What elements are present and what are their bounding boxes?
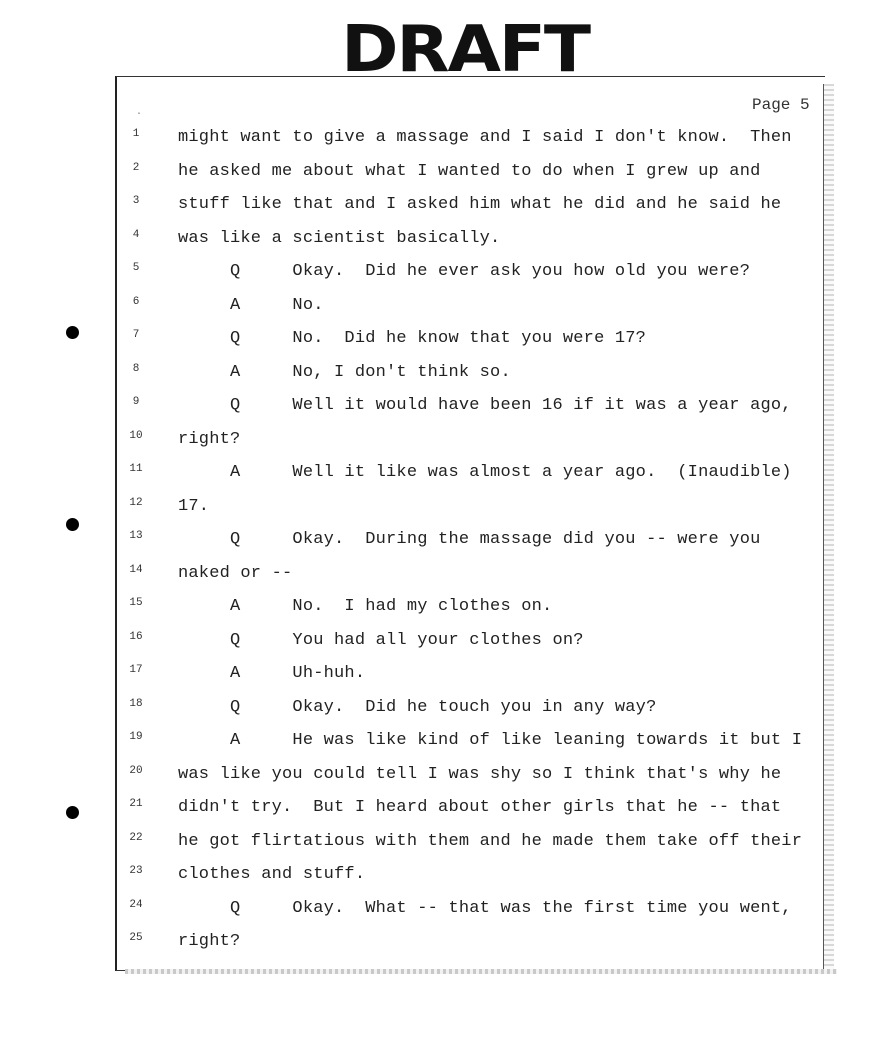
transcript-line [120,128,820,161]
transcript-line [120,296,820,329]
line-text: right? [178,932,241,951]
binder-hole-2 [66,518,79,531]
transcript-line [120,329,820,362]
page-edge-shadow [823,84,834,974]
line-text: Q Okay. During the massage did you -- were you [178,530,761,549]
page-bottom-shadow [125,969,837,974]
transcript-line [120,430,820,463]
binder-hole-3 [66,806,79,819]
line-text: naked or -- [178,563,293,583]
transcript-line [120,698,820,731]
binder-hole-1 [66,326,79,339]
transcript-line [120,932,820,965]
transcript-line [120,463,820,496]
line-text: was like you could tell I was shy so I think that's why he [178,764,782,784]
draft-stamp: DRAFT [341,13,589,87]
line-number: 25 [129,932,143,944]
line-text: Q Well it would have been 16 if it was a year ago, [178,396,792,415]
line-text: didn't try. But I heard about other girls that he -- that [178,798,782,817]
line-text: A Uh-huh. [178,664,366,683]
line-number: 9 [132,396,140,408]
transcript-line [120,564,820,597]
line-text: Q Okay. Did he touch you in any way? [178,697,657,717]
transcript-line [120,363,820,396]
line-text: 17. [178,496,210,516]
line-number: 24 [129,898,143,911]
line-number: 10 [129,429,143,442]
transcript-line [120,396,820,429]
line-number: 20 [129,764,143,777]
line-number: 7 [132,329,140,341]
transcript-line [120,631,820,664]
transcript-line [120,765,820,798]
line-number: 6 [132,295,140,308]
line-number: 18 [129,697,143,710]
line-number: 13 [129,530,143,542]
line-number: 5 [132,262,140,274]
transcript-line [120,229,820,262]
line-text: he got flirtatious with them and he made them take off their [178,831,803,851]
line-text: Q No. Did he know that you were 17? [178,329,647,348]
transcript-line [120,530,820,563]
line-text: A He was like kind of like leaning towards it but I [178,731,803,750]
line-number: 19 [129,731,143,743]
line-text: Q You had all your clothes on? [178,630,584,650]
transcript-line [120,798,820,831]
transcript-line [120,664,820,697]
line-number: 2 [132,161,140,174]
line-number: 17 [129,664,143,676]
line-text: he asked me about what I wanted to do when I grew up and [178,161,761,181]
transcript-line [120,262,820,295]
transcript-line [120,899,820,932]
line-number: 4 [132,228,140,241]
line-text: was like a scientist basically. [178,228,501,248]
line-number: 16 [129,630,143,643]
line-number: 8 [132,362,140,375]
line-number: 21 [129,798,143,810]
line-text: A No, I don't think so. [178,362,511,382]
line-number: 12 [129,496,143,509]
line-number: 15 [129,597,143,609]
line-number: 23 [129,865,143,877]
page-number: Page 5 [752,96,810,114]
line-text: might want to give a massage and I said I don't know. Then [178,128,792,147]
line-number: 3 [132,195,140,207]
line-number: 1 [132,128,140,140]
line-text: A Well it like was almost a year ago. (Inaudible) [178,463,792,482]
transcript-line [120,162,820,195]
page-mark: . [136,107,143,118]
transcript-line [120,832,820,865]
line-number: 14 [129,563,143,576]
line-text: A No. I had my clothes on. [178,597,553,616]
transcript-line [120,195,820,228]
line-text: stuff like that and I asked him what he did and he said he [178,195,782,214]
transcript-line [120,865,820,898]
line-number: 11 [129,463,143,475]
line-text: A No. [178,295,324,315]
line-text: Q Okay. Did he ever ask you how old you were? [178,262,751,281]
transcript-line [120,731,820,764]
transcript-line [120,597,820,630]
transcript-line [120,497,820,530]
line-text: clothes and stuff. [178,865,366,884]
line-number: 22 [129,831,143,844]
line-text: right? [178,429,241,449]
line-text: Q Okay. What -- that was the first time you went, [178,898,792,918]
